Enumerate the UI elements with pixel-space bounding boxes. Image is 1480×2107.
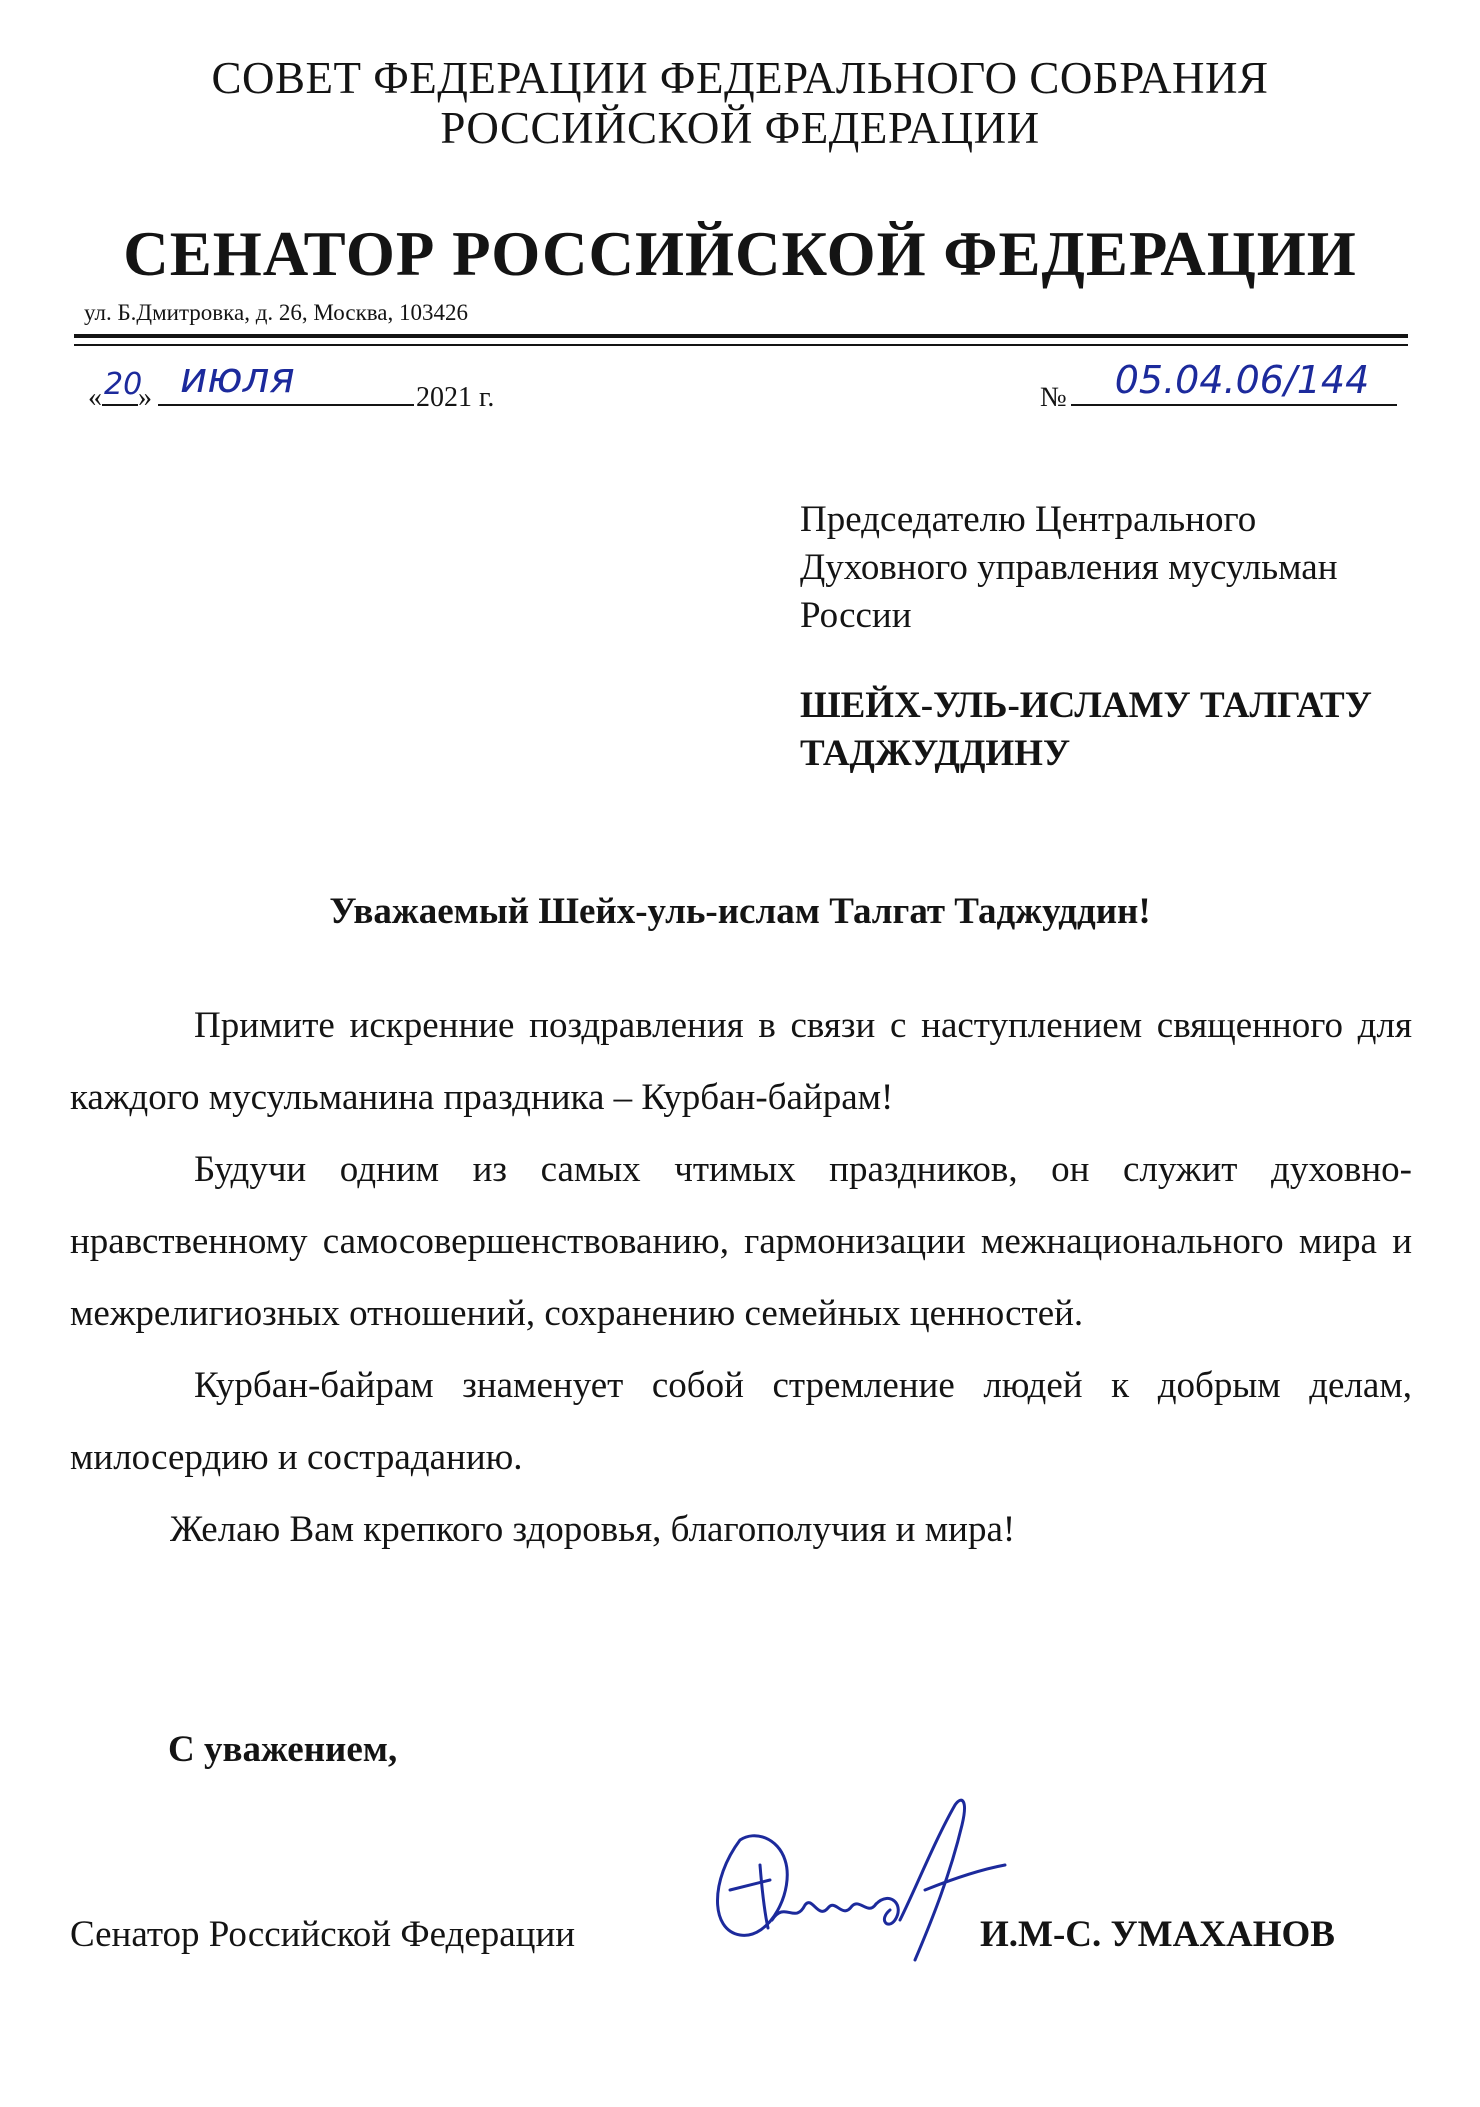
- addressee-position-line: Председателю Центрального: [800, 499, 1257, 540]
- date-month-field: [158, 353, 414, 406]
- date-day-field: [102, 367, 143, 406]
- letterhead-address: ул. Б.Дмитровка, д. 26, Москва, 103426: [84, 300, 469, 325]
- date-quote-close: »: [138, 382, 152, 413]
- outgoing-number-field: [1040, 358, 1397, 414]
- date-quote-open: «: [88, 382, 102, 413]
- letterhead-divider-thin: [74, 344, 1408, 346]
- number-handwritten: 05.04.06/144: [1114, 358, 1370, 402]
- organization-line-2: РОССИЙСКОЙ ФЕДЕРАЦИИ: [440, 103, 1040, 153]
- organization-line-1: СОВЕТ ФЕДЕРАЦИИ ФЕДЕРАЛЬНОГО СОБРАНИЯ: [211, 53, 1269, 103]
- date-year: 2021 г.: [416, 382, 495, 413]
- addressee-position: [800, 496, 1338, 640]
- number-label: №: [1040, 382, 1067, 413]
- body-paragraph-2: Будучи одним из самых чтимых праздников, он служит духовно-нравственному самосовершенствованию, гармонизации межнационального мира и межрелигиозных отношений, сохранению семейных ценностей.: [70, 1149, 1412, 1334]
- body-paragraph-3: Курбан-байрам знаменует собой стремление людей к добрым делам, милосердию и состраданию.: [70, 1365, 1412, 1478]
- date-field: [88, 353, 495, 414]
- body-paragraph-4: Желаю Вам крепкого здоровья, благополучия и мира!: [170, 1509, 1016, 1550]
- signer-name: И.М-С. УМАХАНОВ: [980, 1914, 1335, 1955]
- addressee-name: [800, 682, 1372, 778]
- body-paragraph-1: Примите искренние поздравления в связи с наступлением священного для каждого мусульманина праздника – Курбан-байрам!: [70, 1005, 1412, 1118]
- letterhead-title: СЕНАТОР РОССИЙСКОЙ ФЕДЕРАЦИИ: [123, 219, 1357, 289]
- addressee-position-line: России: [800, 595, 912, 636]
- date-month-handwritten: июля: [180, 353, 295, 402]
- addressee-name-line: ШЕЙХ-УЛЬ-ИСЛАМУ ТАЛГАТУ: [800, 685, 1372, 726]
- addressee-position-line: Духовного управления мусульман: [800, 547, 1338, 588]
- addressee-name-line: ТАДЖУДДИНУ: [800, 733, 1071, 774]
- salutation: Уважаемый Шейх-уль-ислам Талгат Таджуддин!: [329, 891, 1151, 932]
- date-day-handwritten: 20: [104, 367, 143, 402]
- closing-phrase: С уважением,: [168, 1729, 398, 1770]
- letterhead-divider-thick: [74, 334, 1408, 338]
- number-value-field: [1071, 358, 1397, 406]
- signer-role: Сенатор Российской Федерации: [70, 1914, 576, 1955]
- handwritten-signature: [700, 1770, 1020, 1970]
